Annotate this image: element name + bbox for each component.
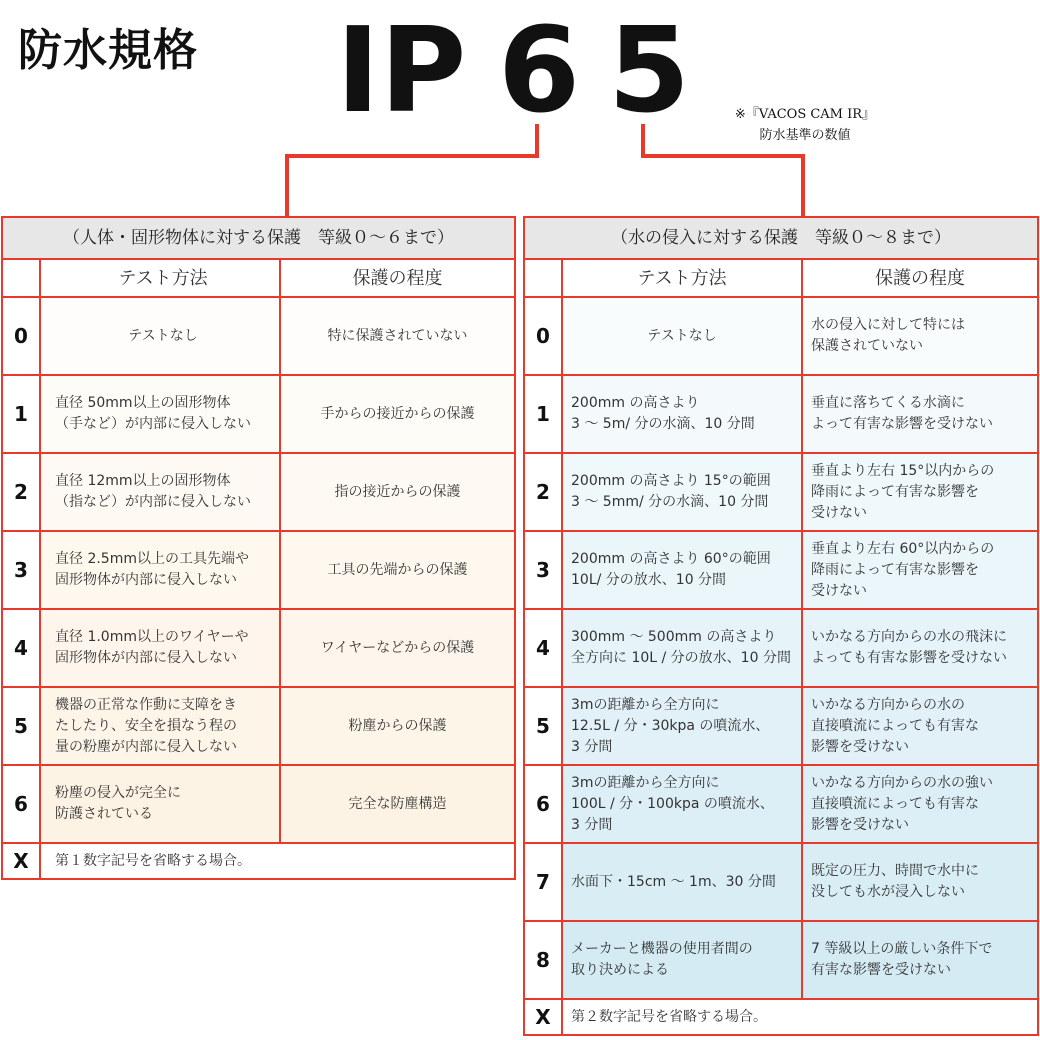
table-row <box>525 298 1037 376</box>
level-cell: 2 <box>3 454 41 530</box>
level-cell: 5 <box>3 688 41 764</box>
level-cell: 1 <box>3 376 41 452</box>
protection-degree-text: 粉塵からの保護 <box>348 717 447 734</box>
test-method-text: 200mm の高さより 15°の範囲 3 ～ 5mm/ 分の水滴、10 分間 <box>571 473 771 510</box>
table-row <box>3 454 514 532</box>
water-protection-table <box>523 216 1039 1036</box>
test-method-header: テスト方法 <box>41 260 281 296</box>
solid-protection-table <box>1 216 516 880</box>
protection-degree-text: 完全な防塵構造 <box>348 795 447 812</box>
protection-degree-cell <box>803 688 1037 764</box>
test-method-text: 200mm の高さより 3 ～ 5m/ 分の水滴、10 分間 <box>571 395 755 432</box>
level-cell: 1 <box>525 376 563 452</box>
protection-degree-text: 特に保護されていない <box>327 327 468 344</box>
test-method-text: 直径 2.5mm以上の工具先端や 固形物体が内部に侵入しない <box>55 551 249 588</box>
test-method-text: テストなし <box>128 327 198 344</box>
test-method-cell <box>563 844 803 920</box>
level-cell: 5 <box>525 688 563 764</box>
protection-degree-cell <box>803 454 1037 530</box>
test-method-cell <box>41 298 281 374</box>
test-method-text: 300mm ～ 500mm の高さより 全方向に 10L / 分の放水、10 分間 <box>571 629 791 666</box>
test-method-cell <box>563 454 803 530</box>
protection-degree-text: ワイヤーなどからの保護 <box>320 639 475 656</box>
level-cell: 3 <box>525 532 563 608</box>
test-method-cell <box>563 610 803 686</box>
test-method-cell <box>563 298 803 374</box>
level-cell: X <box>525 1000 563 1034</box>
protection-degree-text: いかなる方向からの水の強い 直接噴流によっても有害な 影響を受けない <box>811 774 993 833</box>
level-cell: 6 <box>3 766 41 842</box>
table-row <box>525 454 1037 532</box>
table-row <box>525 766 1037 844</box>
protection-degree-cell <box>281 688 514 764</box>
omit-row <box>3 844 514 878</box>
test-method-cell <box>563 376 803 452</box>
level-cell: 2 <box>525 454 563 530</box>
ip-prefix: IP <box>336 1 467 139</box>
level-column-header <box>3 260 41 296</box>
test-method-cell <box>563 922 803 998</box>
test-method-text: 3mの距離から全方向に 100L / 分・100kpa の噴流水、 3 分間 <box>571 774 774 833</box>
level-cell: 4 <box>525 610 563 686</box>
test-method-cell <box>41 688 281 764</box>
protection-degree-cell <box>803 298 1037 374</box>
level-cell: 0 <box>3 298 41 374</box>
table-row <box>525 610 1037 688</box>
solid-column-headers <box>3 260 514 298</box>
protection-degree-text: 工具の先端からの保護 <box>327 561 468 578</box>
level-cell: X <box>3 844 41 878</box>
protection-degree-cell <box>803 922 1037 998</box>
table-row <box>525 844 1037 922</box>
water-rows <box>525 298 1037 1034</box>
footnote-line-2: 防水基準の数値 <box>759 128 851 143</box>
test-method-header: テスト方法 <box>563 260 803 296</box>
test-method-cell <box>563 766 803 842</box>
test-method-text: 3mの距離から全方向に 12.5L / 分・30kpa の噴流水、 3 分間 <box>571 696 770 755</box>
protection-degree-text: いかなる方向からの水の 直接噴流によっても有害な 影響を受けない <box>811 696 979 755</box>
test-method-text: 直径 12mm以上の固形物体 （指など）が内部に侵入しない <box>55 473 251 510</box>
test-method-text: メーカーと機器の使用者間の 取り決めによる <box>571 941 753 978</box>
test-method-text: 粉塵の侵入が完全に 防護されている <box>55 785 181 822</box>
protection-degree-text: 垂直に落ちてくる水滴に よって有害な影響を受けない <box>811 395 993 432</box>
level-cell: 4 <box>3 610 41 686</box>
omit-text: 第１数字記号を省略する場合。 <box>55 852 251 869</box>
table-row <box>525 922 1037 1000</box>
protection-degree-cell <box>803 844 1037 920</box>
protection-degree-cell <box>281 610 514 686</box>
test-method-text: 水面下・15cm ～ 1m、30 分間 <box>571 873 776 890</box>
table-row <box>3 766 514 844</box>
protection-degree-text: 指の接近からの保護 <box>334 483 461 500</box>
protection-degree-text: 7 等級以上の厳しい条件下で 有害な影響を受けない <box>811 941 993 978</box>
protection-degree-cell <box>281 376 514 452</box>
protection-degree-cell <box>281 298 514 374</box>
water-table-header: （水の侵入に対する保護 等級０～８まで） <box>525 218 1037 260</box>
table-row <box>525 688 1037 766</box>
level-cell: 7 <box>525 844 563 920</box>
test-method-cell <box>41 376 281 452</box>
test-method-cell <box>41 610 281 686</box>
ip-first-digit: 6 <box>498 1 581 139</box>
protection-degree-text: いかなる方向からの水の飛沫に よっても有害な影響を受けない <box>811 629 1007 666</box>
protection-degree-text: 垂直より左右 15°以内からの 降雨によって有害な影響を 受けない <box>811 462 995 521</box>
protection-degree-header: 保護の程度 <box>875 267 965 289</box>
omit-text: 第２数字記号を省略する場合。 <box>571 1008 767 1025</box>
protection-degree-cell <box>281 532 514 608</box>
table-row <box>3 298 514 376</box>
table-row <box>3 376 514 454</box>
protection-degree-text: 垂直より左右 60°以内からの 降雨によって有害な影響を 受けない <box>811 540 995 599</box>
page-title: 防水規格 <box>18 25 198 76</box>
water-column-headers <box>525 260 1037 298</box>
protection-degree-header: 保護の程度 <box>352 267 443 289</box>
omit-row <box>525 1000 1037 1034</box>
level-cell: 8 <box>525 922 563 998</box>
protection-degree-text: 水の侵入に対して特には 保護されていない <box>811 317 965 354</box>
test-method-cell <box>41 532 281 608</box>
footnote <box>705 104 905 146</box>
test-method-text: テストなし <box>647 327 717 344</box>
protection-degree-cell <box>803 376 1037 452</box>
test-method-cell <box>41 454 281 530</box>
protection-degree-cell <box>281 454 514 530</box>
protection-degree-cell <box>803 766 1037 842</box>
test-method-cell <box>563 688 803 764</box>
protection-degree-cell <box>803 610 1037 686</box>
test-method-text: 直径 1.0mm以上のワイヤーや 固形物体が内部に侵入しない <box>55 629 249 666</box>
table-row <box>525 532 1037 610</box>
footnote-line-1: ※『VACOS CAM IR』 <box>734 107 876 122</box>
protection-degree-text: 既定の圧力、時間で水中に 没しても水が浸入しない <box>811 863 979 900</box>
solid-rows <box>3 298 514 878</box>
table-row <box>3 688 514 766</box>
test-method-text: 機器の正常な作動に支障をき たしたり、安全を損なう程の 量の粉塵が内部に侵入しない <box>55 696 237 755</box>
table-row <box>3 610 514 688</box>
test-method-text: 直径 50mm以上の固形物体 （手など）が内部に侵入しない <box>55 395 251 432</box>
ip-second-digit: 5 <box>608 1 691 139</box>
test-method-cell <box>41 766 281 842</box>
protection-degree-cell <box>803 532 1037 608</box>
protection-degree-text: 手からの接近からの保護 <box>320 405 475 422</box>
level-cell: 6 <box>525 766 563 842</box>
test-method-cell <box>563 532 803 608</box>
table-row <box>525 376 1037 454</box>
protection-degree-cell <box>281 766 514 842</box>
level-cell: 0 <box>525 298 563 374</box>
level-cell: 3 <box>3 532 41 608</box>
level-column-header <box>525 260 563 296</box>
solid-table-header: （人体・固形物体に対する保護 等級０～６まで） <box>3 218 514 260</box>
table-row <box>3 532 514 610</box>
test-method-text: 200mm の高さより 60°の範囲 10L/ 分の放水、10 分間 <box>571 551 771 588</box>
